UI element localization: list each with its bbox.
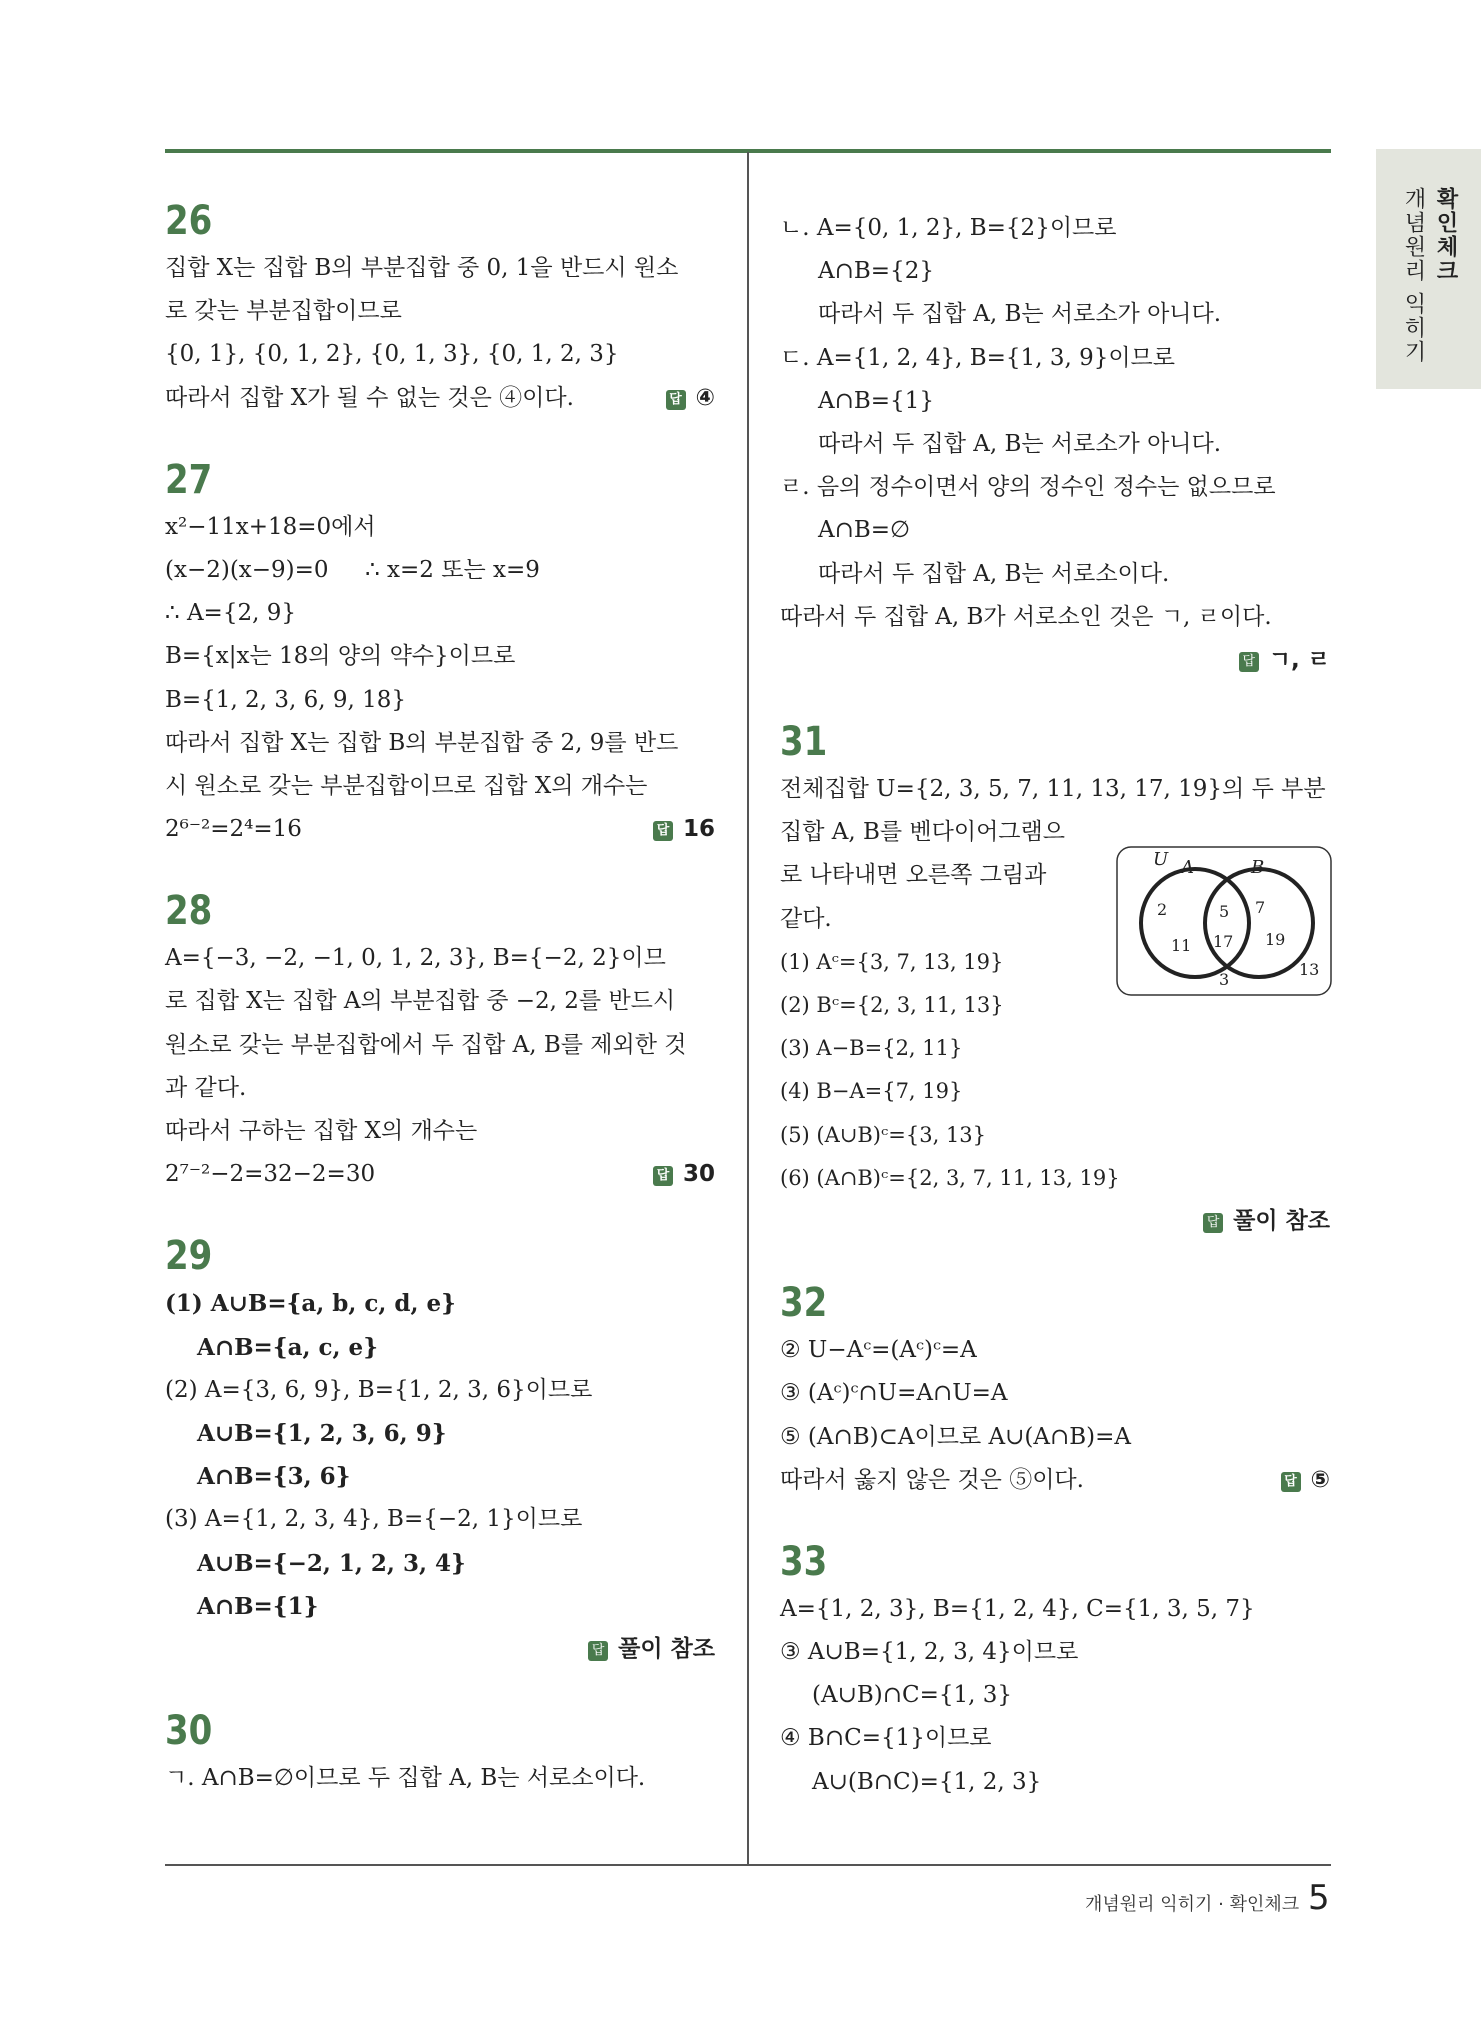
side-tab <box>1376 149 1481 389</box>
solution-line <box>780 1459 1330 1502</box>
solution-line: A∪B={−2, 1, 2, 3, 4} <box>197 1549 466 1577</box>
problem-32 <box>780 1277 1330 1502</box>
solution-line: ⑤ (A∩B)⊂A이므로 A∪(A∩B)=A <box>780 1423 1131 1450</box>
solution-line: 따라서 두 집합 A, B가 서로소인 것은 ㄱ, ㄹ이다. <box>780 603 1272 630</box>
solution-line: ㄴ. A={0, 1, 2}, B={2}이므로 <box>780 215 1117 241</box>
solution-text: 2⁶⁻²=2⁴=16 <box>165 816 302 843</box>
solution-line: A∩B={3, 6} <box>197 1463 351 1491</box>
solution-line: x²−11x+18=0에서 <box>165 513 376 540</box>
problem-26 <box>165 195 715 420</box>
page-number: 5 <box>1308 1878 1330 1918</box>
problem-29 <box>165 1230 715 1671</box>
problem-number: 28 <box>165 888 213 935</box>
column-divider <box>747 152 749 1865</box>
venn-outside-value: 13 <box>1299 960 1320 979</box>
solution-line: 같다. <box>780 905 832 932</box>
set-b-circle <box>1205 869 1313 977</box>
problem-28 <box>165 885 715 1196</box>
venn-intersection-value: 17 <box>1213 932 1234 951</box>
solution-line: A∪B={1, 2, 3, 6, 9} <box>197 1419 447 1447</box>
venn-b-only-value: 7 <box>1255 898 1266 917</box>
solution-line: 따라서 두 집합 A, B는 서로소이다. <box>818 560 1170 587</box>
solution-line: A∪(B∩C)={1, 2, 3} <box>812 1768 1042 1795</box>
solution-line: 집합 A, B를 벤다이어그램으 <box>780 819 1065 846</box>
solution-line: 따라서 집합 X는 집합 B의 부분집합 중 2, 9를 반드 <box>165 729 679 756</box>
answer-badge: 답 <box>653 821 673 841</box>
answer-value: ㄱ, ㄹ <box>1268 646 1330 673</box>
venn-diagram <box>1115 845 1333 997</box>
problem-number: 31 <box>780 719 828 766</box>
solution-line: (1) Aᶜ={3, 7, 13, 19} <box>780 949 1004 974</box>
side-tab-label-primary: 확인체크 <box>1433 187 1458 283</box>
answer-value: ⑤ <box>1310 1466 1330 1493</box>
footer-running-title: 개념원리 익히기 · 확인체크 <box>1085 1894 1300 1915</box>
problem-30 <box>165 1705 715 1800</box>
solution-line: 로 집합 X는 집합 A의 부분집합 중 −2, 2를 반드시 <box>165 988 676 1015</box>
answer-value: 16 <box>682 816 715 843</box>
solution-line: B={x|x는 18의 양의 약수}이므로 <box>165 643 516 670</box>
solution-line: 집합 X는 집합 B의 부분집합 중 0, 1을 반드시 원소 <box>165 255 679 281</box>
solution-line: ③ (Aᶜ)ᶜ∩U=A∩U=A <box>780 1380 1008 1407</box>
answer-value: 30 <box>682 1161 715 1188</box>
answer-badge: 답 <box>653 1166 673 1186</box>
label-b: B <box>1251 857 1265 878</box>
problem-number: 29 <box>165 1233 213 1280</box>
bottom-rule <box>165 1864 1331 1866</box>
solution-line: (1) A∪B={a, b, c, d, e} <box>165 1290 456 1318</box>
solution-line: ③ A∪B={1, 2, 3, 4}이므로 <box>780 1639 1079 1666</box>
solution-line <box>165 377 715 420</box>
solution-line: (5) (A∪B)ᶜ={3, 13} <box>780 1122 987 1147</box>
side-tab-label-secondary: 개념원리 익히기 <box>1401 187 1426 364</box>
solution-line: 따라서 구하는 집합 X의 개수는 <box>165 1118 478 1144</box>
solution-line: {0, 1}, {0, 1, 2}, {0, 1, 3}, {0, 1, 2, 3} <box>165 341 619 368</box>
solution-line <box>165 808 715 851</box>
solution-line: 전체집합 U={2, 3, 5, 7, 11, 13, 17, 19}의 두 부분 <box>780 776 1326 803</box>
venn-outside-value: 3 <box>1219 970 1230 989</box>
solution-line: (2) Bᶜ={2, 3, 11, 13} <box>780 993 1004 1017</box>
solution-line: A∩B={1} <box>197 1592 319 1620</box>
answer-badge: 답 <box>1239 652 1259 672</box>
label-a: A <box>1181 857 1194 878</box>
solution-text: 2⁷⁻²−2=32−2=30 <box>165 1161 376 1188</box>
solution-line: 로 갖는 부분집합이므로 <box>165 298 402 325</box>
solution-line: ∴ A={2, 9} <box>165 600 296 627</box>
answer <box>780 1200 1330 1243</box>
solution-line: 따라서 두 집합 A, B는 서로소가 아니다. <box>818 301 1222 328</box>
solution-line: ㄹ. 음의 정수이면서 양의 정수인 정수는 없으므로 <box>780 474 1276 501</box>
problem-33 <box>780 1536 1330 1804</box>
solution-line: A∩B={2} <box>818 258 934 285</box>
solution-line: A={−3, −2, −1, 0, 1, 2, 3}, B={−2, 2}이므 <box>165 945 666 972</box>
solution-text: 따라서 집합 X가 될 수 없는 것은 ④이다. <box>165 384 574 411</box>
solution-line: (2) A={3, 6, 9}, B={1, 2, 3, 6}이므로 <box>165 1376 593 1403</box>
answer-badge: 답 <box>1281 1472 1301 1492</box>
answer <box>653 808 715 851</box>
solution-line: A∩B={1} <box>818 387 934 414</box>
solution-line: A∩B={a, c, e} <box>197 1333 378 1361</box>
problem-30-continued <box>780 207 1330 682</box>
problem-number: 27 <box>165 456 213 503</box>
answer-badge: 답 <box>1203 1213 1223 1233</box>
venn-intersection-value: 5 <box>1219 902 1230 921</box>
solution-text: 따라서 옳지 않은 것은 ⑤이다. <box>780 1466 1084 1493</box>
solution-line: (3) A={1, 2, 3, 4}, B={−2, 1}이므로 <box>165 1506 583 1533</box>
answer <box>1281 1459 1330 1502</box>
solution-line <box>165 1153 715 1196</box>
answer <box>653 1153 715 1196</box>
venn-a-only-value: 2 <box>1157 900 1168 919</box>
answer-badge: 답 <box>666 390 686 410</box>
solution-line: 과 같다. <box>165 1074 247 1101</box>
solution-line: ㄷ. A={1, 2, 4}, B={1, 3, 9}이므로 <box>780 344 1175 371</box>
solution-line: A={1, 2, 3}, B={1, 2, 4}, C={1, 3, 5, 7} <box>780 1595 1255 1622</box>
solution-line: ④ B∩C={1}이므로 <box>780 1725 992 1752</box>
solution-line: (3) A−B={2, 11} <box>780 1036 963 1061</box>
label-u: U <box>1153 849 1169 870</box>
answer <box>780 639 1330 682</box>
problem-number: 30 <box>165 1708 213 1755</box>
left-column <box>165 195 715 1834</box>
answer-value: ④ <box>695 384 715 411</box>
solution-line: ㄱ. A∩B=∅이므로 두 집합 A, B는 서로소이다. <box>165 1765 646 1792</box>
solution-line: 로 나타내면 오른쪽 그림과 <box>780 862 1047 889</box>
solution-line: 원소로 갖는 부분집합에서 두 집합 A, B를 제외한 것 <box>165 1031 687 1058</box>
solution-line: ② U−Aᶜ=(Aᶜ)ᶜ=A <box>780 1337 977 1364</box>
solution-line: A∩B=∅ <box>818 517 911 544</box>
answer <box>165 1628 715 1671</box>
problem-number: 33 <box>780 1538 828 1585</box>
solution-line: 시 원소로 갖는 부분집합이므로 집합 X의 개수는 <box>165 772 648 799</box>
solution-line: (x−2)(x−9)=0 ∴ x=2 또는 x=9 <box>165 556 540 583</box>
solution-line: B={1, 2, 3, 6, 9, 18} <box>165 686 406 713</box>
solution-line: (A∪B)∩C={1, 3} <box>812 1682 1013 1709</box>
answer-badge: 답 <box>588 1641 608 1661</box>
solution-line: 따라서 두 집합 A, B는 서로소가 아니다. <box>818 430 1222 457</box>
problem-27 <box>165 454 715 852</box>
problem-number: 32 <box>780 1280 828 1327</box>
answer-value: 풀이 참조 <box>1233 1207 1330 1234</box>
answer <box>666 377 715 420</box>
solution-line: (4) B−A={7, 19} <box>780 1079 963 1104</box>
problem-number: 26 <box>165 198 213 244</box>
venn-a-only-value: 11 <box>1171 936 1192 955</box>
set-a-circle <box>1141 869 1249 977</box>
answer-value: 풀이 참조 <box>618 1635 715 1662</box>
solution-line: (6) (A∩B)ᶜ={2, 3, 7, 11, 13, 19} <box>780 1165 1120 1190</box>
venn-b-only-value: 19 <box>1265 930 1286 949</box>
right-column <box>780 207 1330 1838</box>
